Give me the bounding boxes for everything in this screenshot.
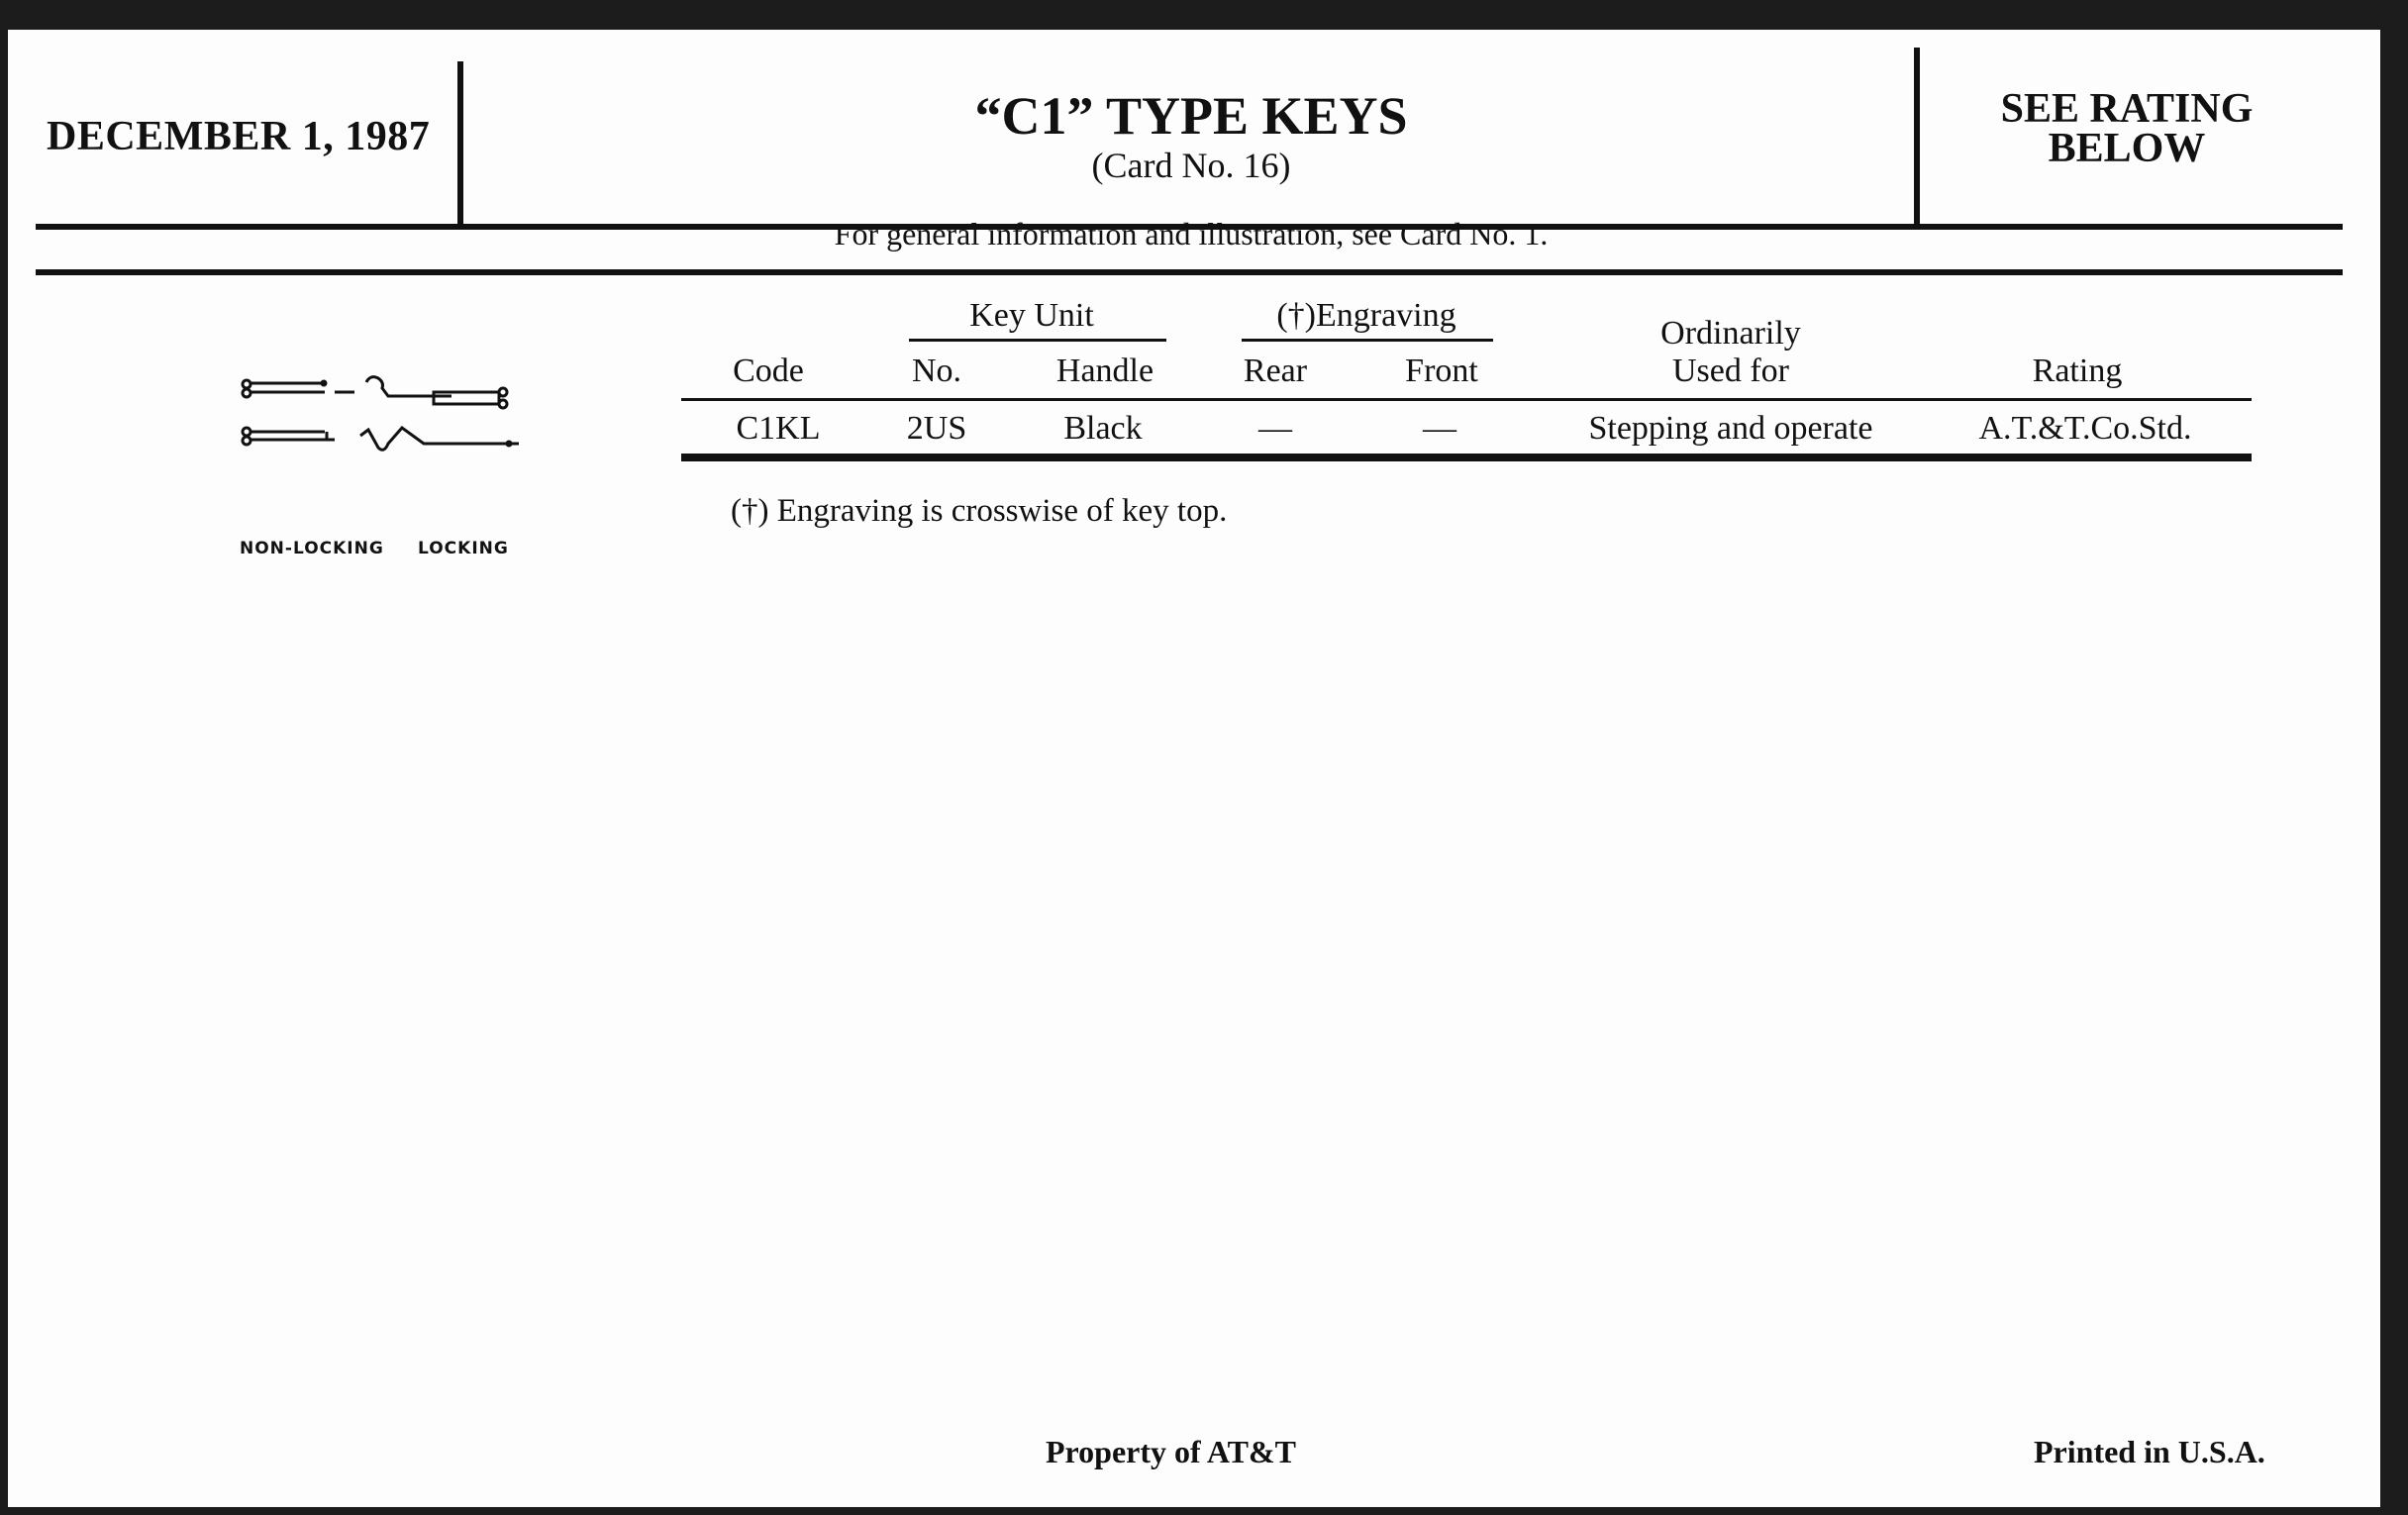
cell-code: C1KL xyxy=(736,410,821,447)
column-header-rear: Rear xyxy=(1243,353,1308,389)
column-header-rating: Rating xyxy=(2032,353,2123,389)
cell-handle: Black xyxy=(1063,410,1143,447)
key-unit-underline xyxy=(909,339,1166,342)
cell-no: 2US xyxy=(906,410,967,447)
table-bottom-rule xyxy=(681,454,2252,461)
column-header-used-for: Used for xyxy=(1671,353,1790,389)
header-divider-right xyxy=(1914,48,1920,226)
footer-property: Property of AT&T xyxy=(1046,1434,1296,1469)
footer-printed: Printed in U.S.A. xyxy=(2034,1434,2265,1469)
table-header-rule xyxy=(681,398,2252,401)
column-header-handle: Handle xyxy=(1055,353,1154,389)
column-header-front: Front xyxy=(1405,353,1478,389)
cell-used-for: Stepping and operate xyxy=(1588,410,1873,447)
rating-note-line2: BELOW xyxy=(2048,126,2206,171)
general-info: For general information and illustration, see Card No. 1. xyxy=(834,216,1549,252)
cell-front: — xyxy=(1423,410,1456,447)
cell-rating: A.T.&T.Co.Std. xyxy=(1978,410,2192,447)
card-number: (Card No. 16) xyxy=(1091,146,1291,185)
contact-diagram xyxy=(226,356,543,465)
card-title-block xyxy=(463,85,1919,184)
label-non-locking: NON-LOCKING xyxy=(240,539,384,558)
engraving-footnote: (†) Engraving is crosswise of key top. xyxy=(731,493,1228,529)
column-header-no: No. xyxy=(911,353,962,389)
group-header-engraving: (†)Engraving xyxy=(1276,297,1456,334)
cell-rear: — xyxy=(1258,410,1292,447)
engraving-underline xyxy=(1242,339,1493,342)
group-header-key-unit: Key Unit xyxy=(969,297,1094,334)
non-locking-contact-symbol xyxy=(243,380,354,445)
rating-note xyxy=(1929,86,2325,171)
column-header-code: Code xyxy=(733,353,804,389)
card xyxy=(8,30,2380,1507)
group-header-ordinarily: Ordinarily xyxy=(1660,315,1801,352)
rating-note-line1: SEE RATING xyxy=(2000,86,2254,132)
card-title: “C1” TYPE KEYS xyxy=(974,86,1408,146)
label-locking: LOCKING xyxy=(418,539,509,558)
locking-contact-symbol xyxy=(360,377,519,451)
info-bottom-rule xyxy=(36,269,2343,275)
card-date: DECEMBER 1, 1987 xyxy=(47,114,431,159)
